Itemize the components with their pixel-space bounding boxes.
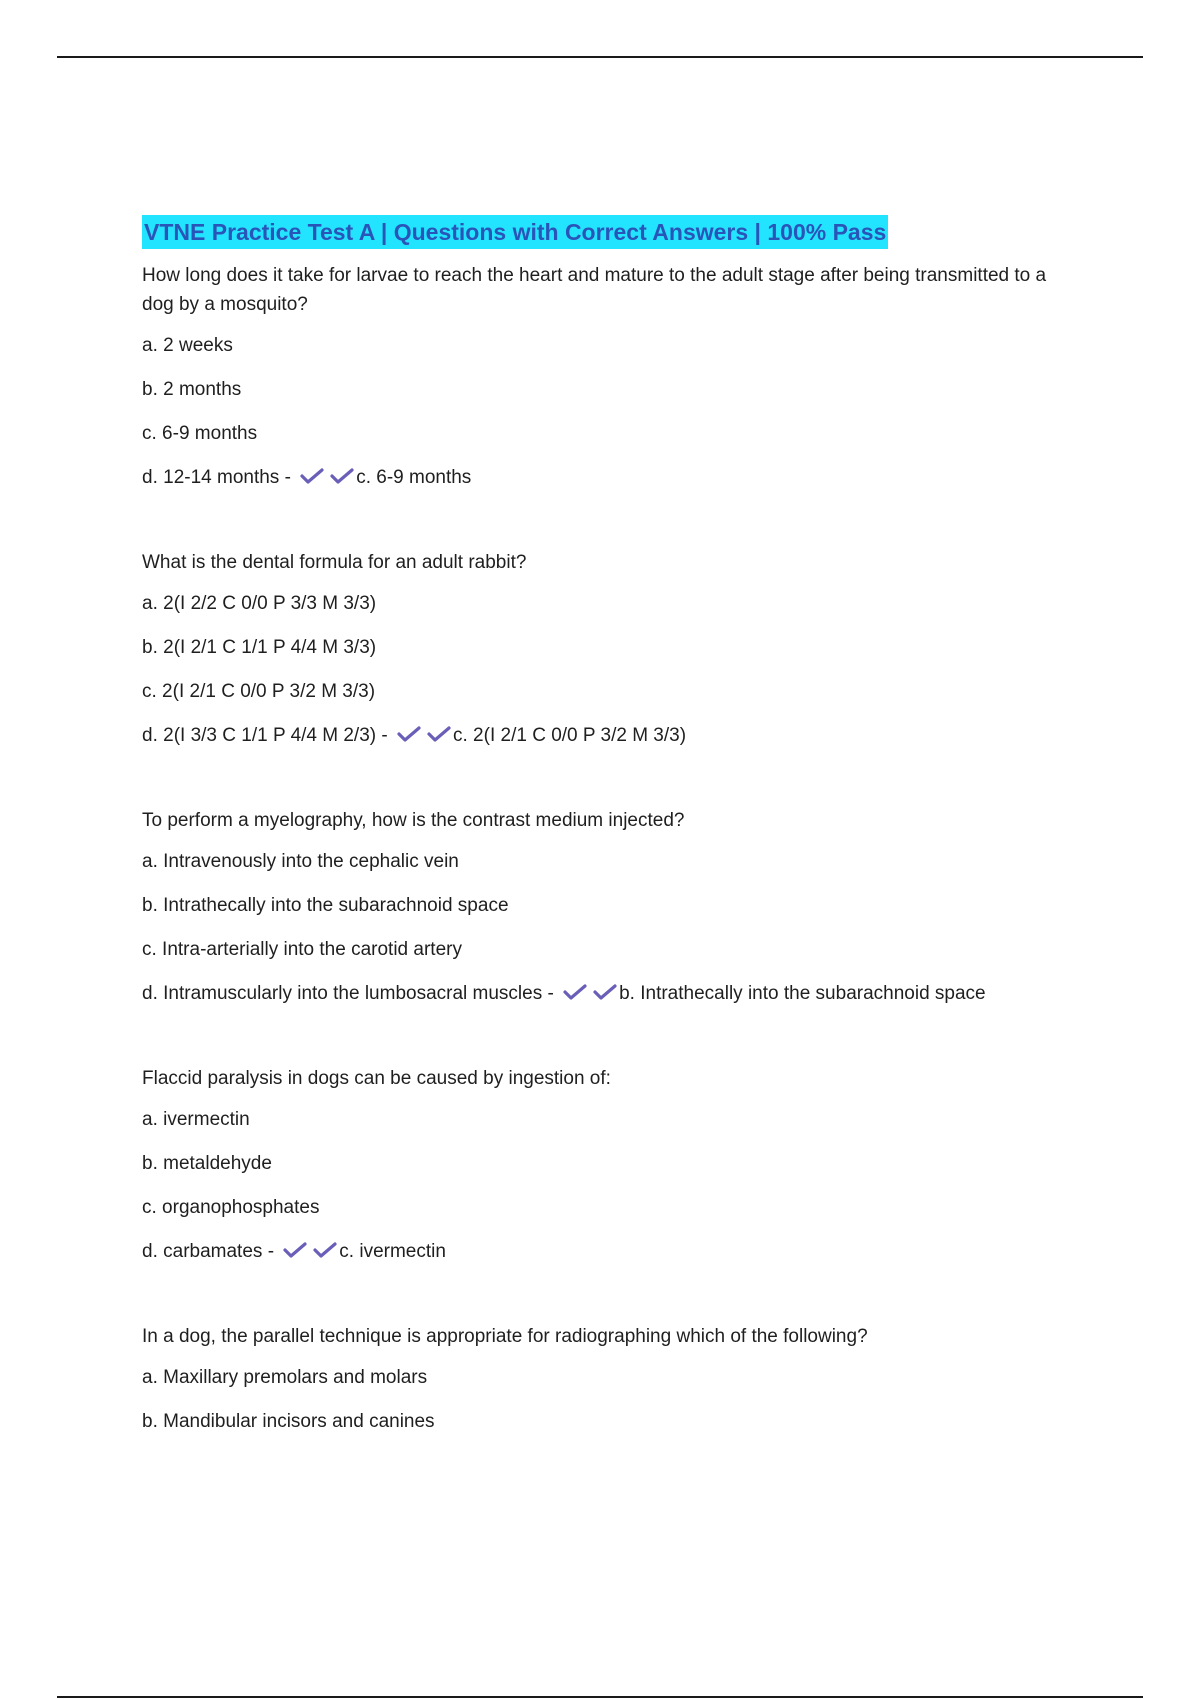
document-title: VTNE Practice Test A | Questions with Correct Answers | 100% Pass <box>142 215 888 249</box>
check-mark-icon <box>593 983 617 1001</box>
correct-answer: b. Intrathecally into the subarachnoid space <box>619 983 986 1004</box>
option-b: b. Intrathecally into the subarachnoid space <box>142 895 509 916</box>
option-c: c. 2(I 2/1 C 0/0 P 3/2 M 3/3) <box>142 681 376 702</box>
document-body <box>142 215 1062 1451</box>
check-mark-icon <box>563 983 587 1001</box>
check-mark-icon <box>330 467 354 485</box>
check-mark-icon <box>427 725 451 743</box>
option-a: a. Maxillary premolars and molars <box>142 1367 428 1388</box>
bottom-rule <box>57 1696 1143 1698</box>
option-d: d. Intramuscularly into the lumbosacral muscles <box>142 983 543 1004</box>
option-a: a. 2 weeks <box>142 335 233 356</box>
option-d-with-answer <box>142 979 1062 1008</box>
option-a: a. Intravenously into the cephalic vein <box>142 851 459 872</box>
question-text: How long does it take for larvae to reach the heart and mature to the adult stage after being transmitted to a dog by a mosquito? <box>142 265 1047 315</box>
option-b: b. Mandibular incisors and canines <box>142 1411 435 1432</box>
correct-answer: c. ivermectin <box>339 1241 446 1262</box>
question-text: Flaccid paralysis in dogs can be caused by ingestion of: <box>142 1068 611 1089</box>
option-d: d. carbamates <box>142 1241 263 1262</box>
correct-answer: c. 6-9 months <box>356 467 472 488</box>
option-b: b. metaldehyde <box>142 1153 272 1174</box>
question-2 <box>142 548 1062 750</box>
question-1 <box>142 261 1062 492</box>
answer-separator: - <box>284 467 291 488</box>
option-d-with-answer <box>142 721 1062 750</box>
check-mark-icon <box>300 467 324 485</box>
option-b: b. 2(I 2/1 C 1/1 P 4/4 M 3/3) <box>142 637 377 658</box>
option-c: c. Intra-arterially into the carotid artery <box>142 939 462 960</box>
question-3 <box>142 806 1062 1008</box>
answer-separator: - <box>381 725 388 746</box>
option-d: d. 2(I 3/3 C 1/1 P 4/4 M 2/3) <box>142 725 377 746</box>
top-rule <box>57 56 1143 58</box>
option-c: c. 6-9 months <box>142 423 258 444</box>
check-mark-icon <box>283 1241 307 1259</box>
question-5 <box>142 1322 1062 1436</box>
option-c: c. organophosphates <box>142 1197 320 1218</box>
question-text: To perform a myelography, how is the contrast medium injected? <box>142 810 685 831</box>
question-4 <box>142 1064 1062 1266</box>
question-text: What is the dental formula for an adult rabbit? <box>142 552 527 573</box>
answer-separator: - <box>547 983 554 1004</box>
check-mark-icon <box>313 1241 337 1259</box>
option-b: b. 2 months <box>142 379 242 400</box>
option-d-with-answer <box>142 463 1062 492</box>
option-d-with-answer <box>142 1237 1062 1266</box>
question-text: In a dog, the parallel technique is appropriate for radiographing which of the following? <box>142 1326 868 1347</box>
check-mark-icon <box>397 725 421 743</box>
option-d: d. 12-14 months <box>142 467 280 488</box>
option-a: a. ivermectin <box>142 1109 250 1130</box>
answer-separator: - <box>267 1241 275 1262</box>
correct-answer: c. 2(I 2/1 C 0/0 P 3/2 M 3/3) <box>453 725 687 746</box>
option-a: a. 2(I 2/2 C 0/0 P 3/3 M 3/3) <box>142 593 377 614</box>
